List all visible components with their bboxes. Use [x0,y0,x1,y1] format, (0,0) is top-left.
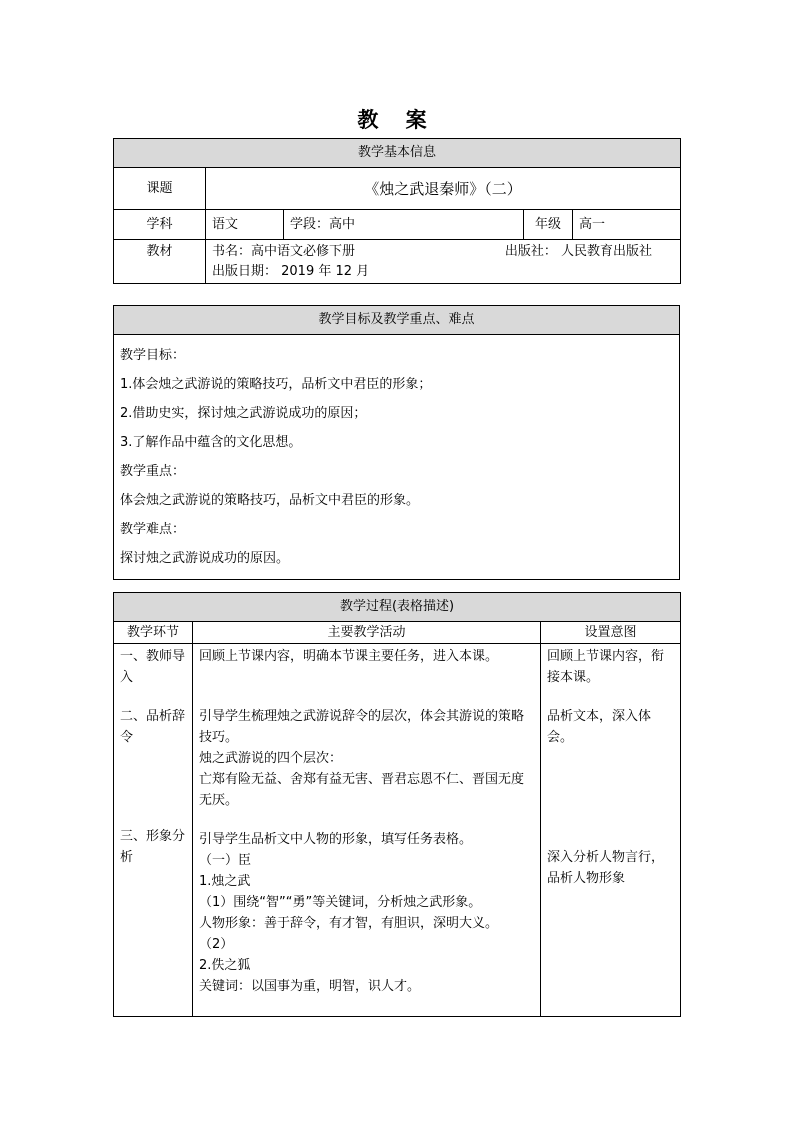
col-intent-header: 设置意图 [541,622,681,644]
goals-table [113,305,680,580]
stage-2: 二、品析辞令 [120,709,186,745]
goal-line: 3.了解作品中蕴含的文化思想。 [120,435,302,450]
goal-line: 探讨烛之武游说成功的原因。 [120,551,290,566]
col-activity-header: 主要教学活动 [193,622,541,644]
basic-info-table [113,138,681,284]
stage-1: 一、教师导入 [120,649,186,685]
page-title: 教 案 [357,108,437,132]
activity-line: 引导学生梳理烛之武游说辞令的层次，体会其游说的策略技巧。 [199,709,525,745]
activity-line: 关键词：以国事为重，明智，识人才。 [199,979,421,994]
material-label: 教材 [114,240,206,284]
goals-content [114,335,680,580]
goal-line: 2.借助史实，探讨烛之武游说成功的原因； [120,406,367,421]
subject-label: 学科 [114,210,206,240]
intent-2: 品析文本，深入体会。 [547,709,652,745]
stage-value: 学段：高中 [284,210,524,240]
publisher: 出版社： 人民教育出版社 [504,244,653,259]
process-table [113,592,681,1017]
goal-line: 1.体会烛之武游说的策略技巧，品析文中君臣的形象； [120,377,432,392]
material-info [206,240,681,284]
activity-line: （1）围绕“智”“勇”等关键词，分析烛之武形象。 [199,895,482,910]
stage-3: 三、形象分析 [120,829,186,865]
goals-header: 教学目标及教学重点、难点 [114,306,680,335]
grade-label: 年级 [524,210,573,240]
goal-line: 体会烛之武游说的策略技巧，品析文中君臣的形象。 [120,493,420,508]
process-intents [541,644,681,1017]
goal-line: 教学目标： [120,348,186,363]
subject-value: 语文 [206,210,284,240]
activity-line: 亡郑有险无益、舍郑有益无害、晋君忘恩不仁、晋国无度无厌。 [199,772,525,808]
col-stage-header: 教学环节 [114,622,193,644]
activity-line: 2.佚之狐 [199,958,251,973]
topic-value: 《烛之武退秦师》（二） [206,168,681,210]
topic-label: 课题 [114,168,206,210]
activity-line: 1.烛之武 [199,874,251,889]
activity-line: 引导学生品析文中人物的形象，填写任务表格。 [199,832,473,847]
goal-line: 教学重点： [120,464,186,479]
goal-line: 教学难点： [120,522,186,537]
process-header: 教学过程(表格描述) [114,593,681,622]
book-name: 书名：高中语文必修下册 [212,244,356,259]
activity-line: （2） [199,937,234,952]
intent-3: 深入分析人物言行，品析人物形象 [547,850,665,886]
intent-1: 回顾上节课内容，衔接本课。 [547,649,665,685]
publish-date: 出版日期： 2019 年 12 月 [212,264,370,279]
activity-line: 人物形象：善于辞令，有才智，有胆识，深明大义。 [199,916,499,931]
basic-info-header: 教学基本信息 [114,139,681,168]
activity-line: （一）臣 [199,853,252,868]
activity-line: 烛之武游说的四个层次： [199,751,343,766]
activity-line: 回顾上节课内容，明确本节课主要任务，进入本课。 [199,649,499,664]
process-stages [114,644,193,1017]
grade-value: 高一 [573,210,681,240]
process-activities [193,644,541,1017]
